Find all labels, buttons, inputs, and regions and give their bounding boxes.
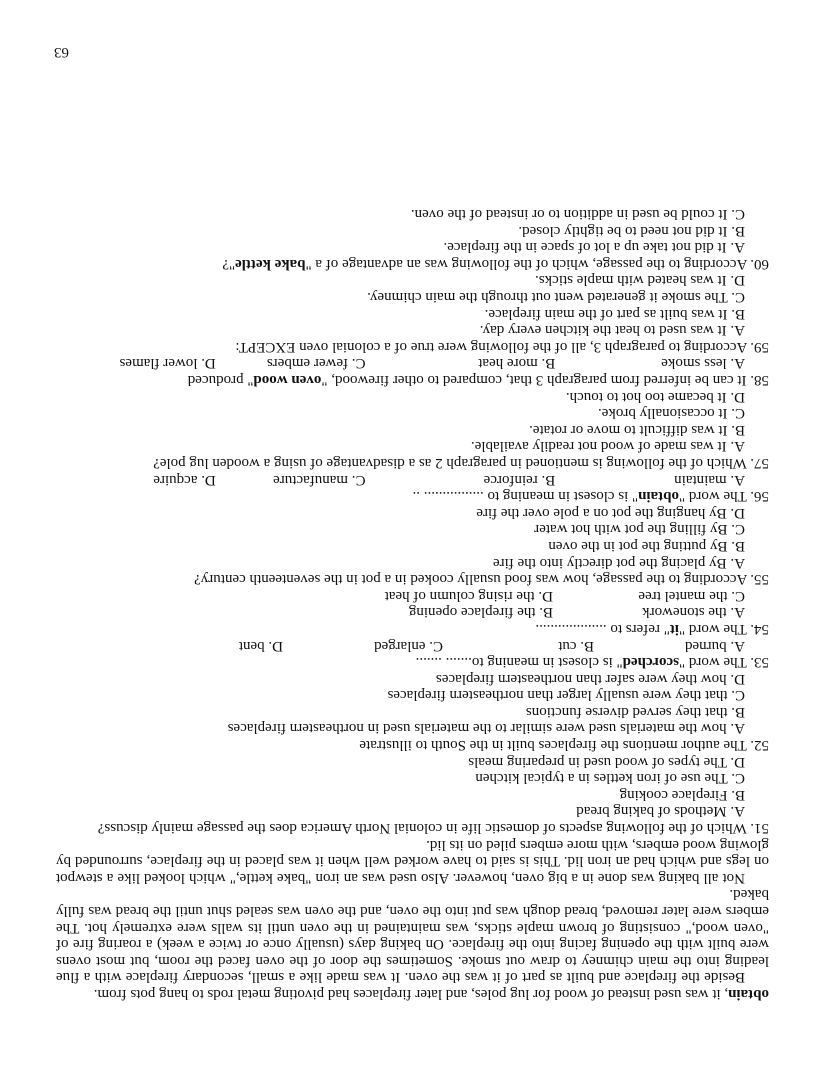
answer-option[interactable]: A. maintain <box>674 471 745 488</box>
stem-text: 55. According to the passage, how was food usually cooked in a pot in the seventeenth century? <box>194 571 769 588</box>
stem-text: 60. According to the passage, which of the following was an advantage of a " <box>305 255 769 272</box>
stem-text: "? <box>222 255 236 272</box>
question-block <box>56 670 769 753</box>
answer-option[interactable]: B. cut <box>558 637 594 654</box>
question-stem <box>56 371 769 388</box>
answer-option[interactable]: A. how the materials used were similar to the materials used in northeastern fireplaces <box>227 720 745 737</box>
answer-option[interactable]: C. It occasionally broke. <box>597 405 745 422</box>
document-body <box>56 206 769 1003</box>
stem-text: 54. The word " <box>679 620 769 637</box>
answer-option[interactable]: A. the stonework <box>642 604 745 621</box>
options-row <box>56 604 769 621</box>
answer-option[interactable]: D. how they were safer than northeastern fireplaces <box>435 670 745 687</box>
answer-option[interactable]: D. bent <box>238 637 283 654</box>
answer-option[interactable]: A. It was used to heat the kitchen every day. <box>479 322 745 339</box>
answer-option[interactable]: C. The smoke it generated went out through the main chimney. <box>367 289 745 306</box>
answer-option[interactable]: B. Fireplace cooking <box>619 786 745 803</box>
answer-option[interactable]: B. more heat <box>478 355 556 372</box>
question-block <box>56 504 769 587</box>
options-row <box>56 637 769 654</box>
passage-paragraph-3: Not all baking was done in a big oven, however. Also used was an iron "bake kettle," which looked like a stewpot on legs and which had an iron lid. This is said to have worked well when it was placed in the fireplace, surrounded by glowing wood embers, with more embers piled on its lid. <box>56 836 769 886</box>
stem-keyword: scorched <box>622 654 679 671</box>
stem-keyword: it <box>669 620 679 637</box>
question-stem <box>56 571 769 588</box>
stem-text: 59. According to paragraph 3, all of the following were true of a colonial oven EXCEPT: <box>235 338 769 355</box>
question-stem <box>56 654 769 671</box>
answer-option[interactable]: D. lower flames <box>119 355 216 372</box>
stem-text: " is closest in meaning to ................ .. <box>412 488 639 505</box>
question-block <box>56 587 769 637</box>
answer-option[interactable]: C. that they were usually larger than northeastern fireplaces <box>387 687 745 704</box>
question-block <box>56 753 769 836</box>
stem-text: 53. The word " <box>679 654 769 671</box>
stem-text: 57. Which of the following is mentioned in paragraph 2 as a disadvantage of using a wooden lug pole? <box>153 455 769 471</box>
question-block <box>56 637 769 670</box>
answer-option[interactable]: A. It was made of wood not readily available. <box>470 438 745 455</box>
answer-option[interactable]: B. By putting the pot in the oven <box>548 537 745 554</box>
answer-option[interactable]: C. The use of iron kettles in a typical kitchen <box>475 770 745 787</box>
passage-paragraph-1 <box>56 985 769 1002</box>
answer-option[interactable]: B. It did not need to be tightly closed. <box>518 222 745 239</box>
answer-option[interactable]: D. It became too hot to touch. <box>565 388 745 405</box>
paragraph-text: , it was used instead of wood for lug poles, and later fireplaces had pivoting metal rods to hang pots from. <box>93 986 729 1002</box>
passage-paragraph-2: Beside the fireplace and built as part of it was the oven. It was made like a small, secondary fireplace with a flue leading into the main chimney to draw out smoke. Sometimes the door of the oven faced the room, but most ovens were built with the opening facing into the fireplace. On baking days (usually once or twice a week) a roaring fire of "oven wood," consisting of brown maple sticks, was maintained in the oven until its walls were extremely hot. The embers were later removed, bread dough was put into the oven, and the oven was sealed shut until the bread was fully baked. <box>56 886 769 986</box>
answer-option[interactable]: B. It was difficult to move or rotate. <box>529 421 745 438</box>
stem-text: 52. The author mentions the fireplaces built in the South to illustrate <box>359 737 769 754</box>
answer-option[interactable]: D. The types of wood used in preparing meals <box>468 753 745 770</box>
question-stem <box>56 819 769 836</box>
stem-text: 56. The word " <box>679 488 769 505</box>
answer-option[interactable]: B. It was built as part of the main fireplace. <box>484 305 745 322</box>
stem-text: 51. Which of the following aspects of domestic life in colonial North America does the passage mainly discuss? <box>97 820 769 837</box>
answer-option[interactable]: D. acquire <box>153 471 216 488</box>
question-block <box>56 272 769 355</box>
answer-option[interactable]: A. It did not take up a lot of space in the fireplace. <box>443 239 745 256</box>
answer-option[interactable]: C. It could be used in addition to or instead of the oven. <box>410 206 745 223</box>
question-stem <box>56 255 769 272</box>
question-list <box>56 206 769 837</box>
options-row <box>56 587 769 604</box>
question-block <box>56 355 769 388</box>
answer-option[interactable]: D. By hanging the pot on a pole over the fire <box>476 504 745 521</box>
answer-option[interactable]: B. the fireplace opening <box>408 604 553 621</box>
options-row <box>56 471 769 488</box>
answer-option[interactable]: C. enlarged <box>374 637 443 654</box>
answer-option[interactable]: C. fewer embers <box>266 355 366 372</box>
stem-keyword: oven wood <box>253 372 322 389</box>
question-block <box>56 206 769 272</box>
answer-option[interactable]: C. By filling the pot with hot water <box>534 521 745 538</box>
bold-word: obtain <box>728 986 769 1002</box>
answer-option[interactable]: B. that they served diverse functions <box>525 703 745 720</box>
stem-text: 58. It can be inferred from paragraph 3 that, compared to other firewood, " <box>321 372 769 389</box>
question-stem <box>56 338 769 355</box>
question-block <box>56 471 769 504</box>
question-block <box>56 388 769 471</box>
question-stem <box>56 454 769 471</box>
answer-option[interactable]: D. It was heated with maple sticks. <box>535 272 745 289</box>
question-stem <box>56 737 769 754</box>
page-number: 63 <box>54 44 69 60</box>
answer-option[interactable]: C. the mantel tree <box>638 587 745 604</box>
stem-keyword: bake kettle <box>235 255 306 272</box>
answer-option[interactable]: A. Methods of baking bread <box>576 803 745 820</box>
stem-text: " is closest in meaning to....... ....... <box>415 654 623 671</box>
question-stem <box>56 620 769 637</box>
stem-keyword: obtain <box>638 488 679 505</box>
options-row <box>56 355 769 372</box>
answer-option[interactable]: A. less smoke <box>661 355 745 372</box>
question-stem <box>56 488 769 505</box>
answer-option[interactable]: C. manufacture <box>273 471 366 488</box>
answer-option[interactable]: A. burned <box>685 637 745 654</box>
answer-option[interactable]: A. By placing the pot directly into the fire <box>492 554 745 571</box>
stem-text: " refers to ................... <box>535 620 670 637</box>
answer-option[interactable]: B. reinforce <box>483 471 556 488</box>
stem-text: " produced <box>187 372 254 389</box>
answer-option[interactable]: D. the rising column of heat <box>384 587 553 604</box>
